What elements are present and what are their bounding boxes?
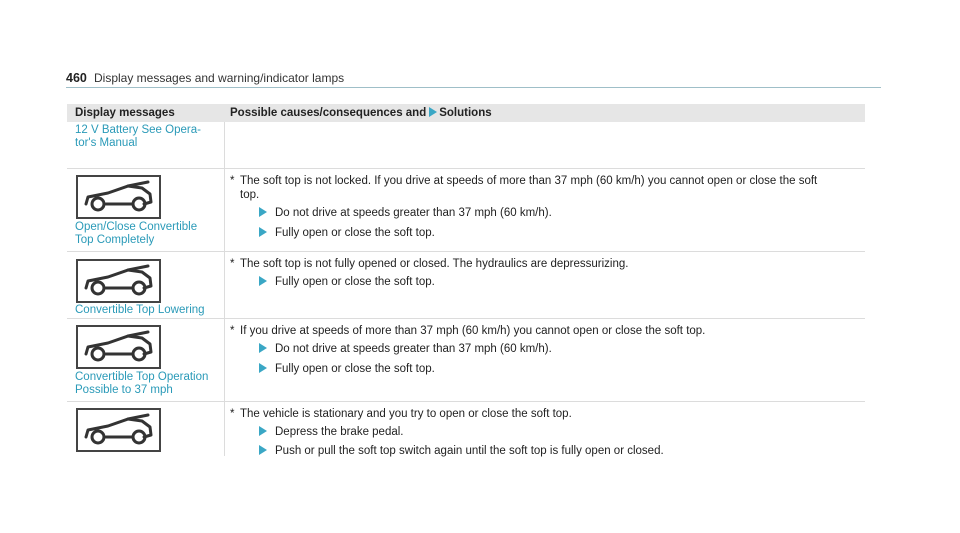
play-arrow-icon <box>259 343 267 353</box>
display-messages-table <box>67 104 865 456</box>
play-arrow-icon <box>259 276 267 286</box>
table-row <box>67 319 865 402</box>
message-text-line: 12 V Battery See Opera- <box>75 124 201 136</box>
solution-step: Fully open or close the soft top. <box>259 276 435 288</box>
table-header <box>67 104 865 122</box>
play-arrow-icon <box>259 227 267 237</box>
solution-step: Do not drive at speeds greater than 37 mph (60 km/h). <box>259 207 552 219</box>
cause-text: * The vehicle is stationary and you try to open or close the soft top. <box>230 408 572 420</box>
table-row <box>67 402 865 456</box>
solution-step: Do not drive at speeds greater than 37 mph (60 km/h). <box>259 343 552 355</box>
play-arrow-icon <box>429 107 437 117</box>
message-text-line: Convertible Top Lowering <box>75 304 205 316</box>
play-arrow-icon <box>259 426 267 436</box>
column-header-display-messages: Display messages <box>75 107 175 119</box>
column-header-causes-solutions: Possible causes/consequences and Solutions <box>230 107 492 119</box>
cause-text: * The soft top is not locked. If you drive at speeds of more than 37 mph (60 km/h) you cannot open or close the soft top. <box>230 175 818 201</box>
convertible-top-icon <box>76 259 161 303</box>
message-text-line: Possible to 37 mph <box>75 384 173 396</box>
cause-text: * If you drive at speeds of more than 37 mph (60 km/h) you cannot open or close the soft top. <box>230 325 706 337</box>
convertible-top-icon <box>76 325 161 369</box>
message-text-line: Open/Close Convertible <box>75 221 198 233</box>
page-number: 460 <box>66 71 87 85</box>
message-text-line: tor's Manual <box>75 137 138 149</box>
message-text-line: Convertible Top Operation <box>75 371 209 383</box>
solution-step: Fully open or close the soft top. <box>259 227 435 239</box>
play-arrow-icon <box>259 363 267 373</box>
header-rule <box>66 87 881 88</box>
solution-step: Push or pull the soft top switch again until the soft top is fully open or closed. <box>259 445 664 457</box>
cause-text: * The soft top is not fully opened or closed. The hydraulics are depressurizing. <box>230 258 629 270</box>
solution-step: Fully open or close the soft top. <box>259 363 435 375</box>
play-arrow-icon <box>259 445 267 455</box>
convertible-top-icon <box>76 408 161 452</box>
convertible-top-icon <box>76 175 161 219</box>
table-row <box>67 252 865 319</box>
message-text-line: Top Completely <box>75 234 155 246</box>
solution-step: Depress the brake pedal. <box>259 426 404 438</box>
table-row <box>67 169 865 252</box>
table-row <box>67 122 865 169</box>
play-arrow-icon <box>259 207 267 217</box>
page-title: Display messages and warning/indicator lamps <box>94 71 345 85</box>
